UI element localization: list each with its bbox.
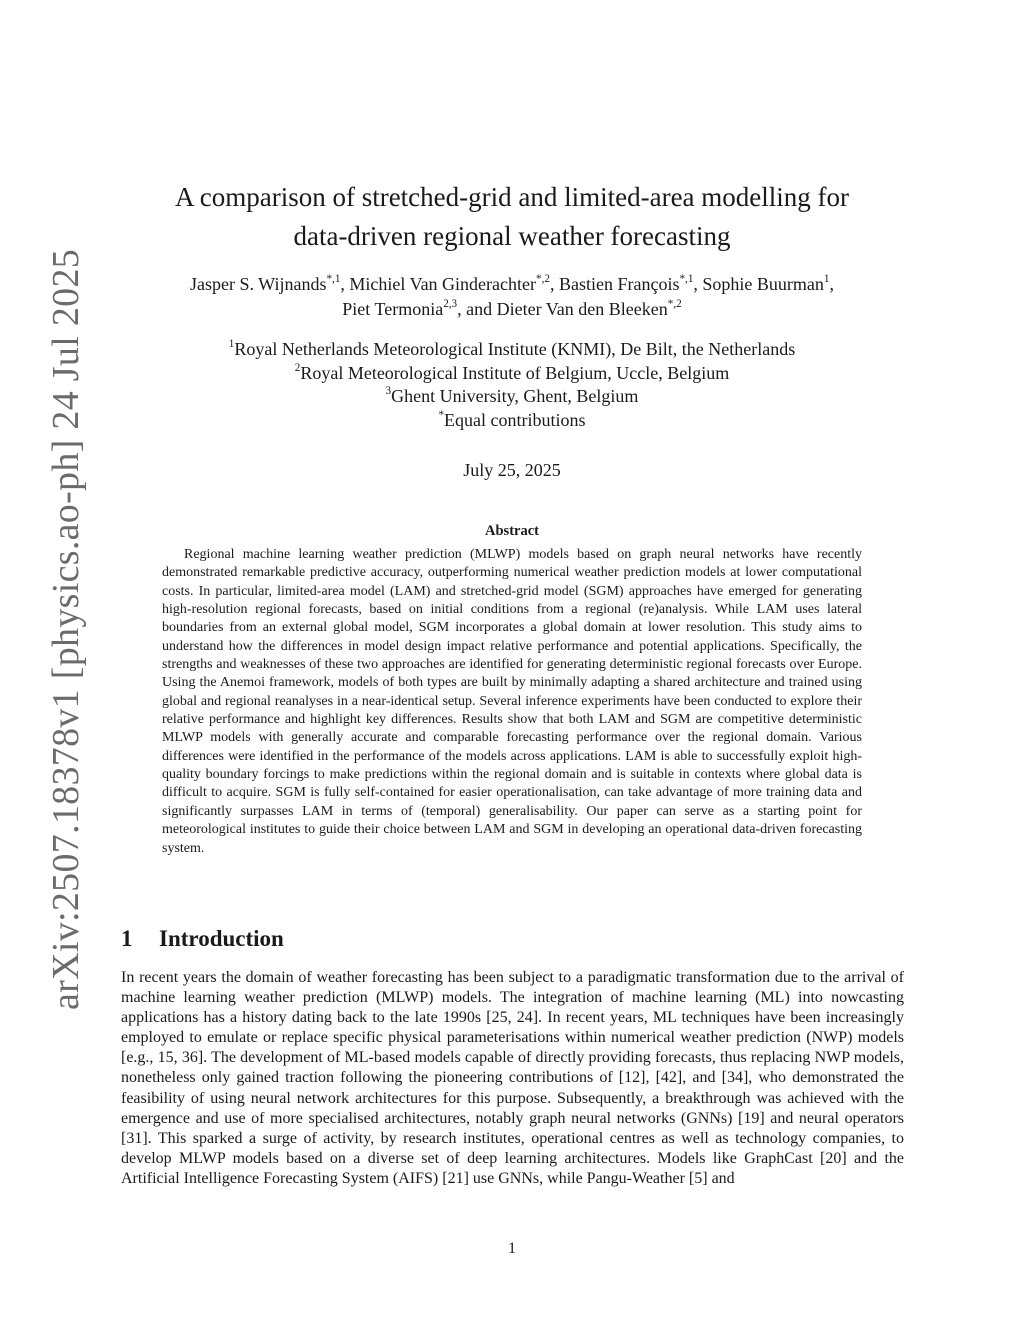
author-affiliation-mark: *,2 <box>536 273 550 286</box>
affiliation-text: Royal Meteorological Institute of Belgium, Uccle, Belgium <box>300 362 730 383</box>
paper-title <box>100 178 924 256</box>
page-number: 1 <box>508 1240 516 1257</box>
title-line-2: data-driven regional weather forecasting <box>293 221 731 251</box>
author-separator: , <box>549 274 559 294</box>
author-name: Jasper S. Wijnands <box>190 274 327 294</box>
author-name: Sophie Buurman <box>702 274 824 294</box>
affiliation-mark: 2 <box>294 361 301 374</box>
author-line-1 <box>100 272 924 297</box>
author-separator: , <box>693 274 703 294</box>
affiliation-item <box>100 362 924 386</box>
arxiv-identifier: arXiv:2507.18378v1 [physics.ao-ph] 24 Jul 2025 <box>45 248 87 1010</box>
author-list <box>100 272 924 322</box>
author-affiliation-mark: 1 <box>823 273 830 286</box>
author-name: Piet Termonia <box>342 299 444 319</box>
affiliation-text: Royal Netherlands Meteorological Institute (KNMI), De Bilt, the Netherlands <box>234 339 796 359</box>
author-separator: , <box>829 274 834 294</box>
affiliation-item <box>100 409 924 433</box>
author-name: Dieter Van den Bleeken <box>496 299 668 319</box>
affiliation-list <box>100 338 924 432</box>
affiliation-text: Equal contributions <box>444 409 586 430</box>
introduction-paragraph: In recent years the domain of weather forecasting has been subject to a paradigmatic transformation due to the arrival of machine learning weather prediction (MLWP) models. The integration of machine learning (ML) into nowcasting applications has a history dating back to the late 1990s [25, 24]. In recent years, ML techniques have been increasingly employed to emulate or replace specific physical parameterisations within numerical weather prediction (NWP) models [e.g., 15, 36]. The development of ML-based models capable of directly providing forecasts, thus replacing NWP models, nonetheless only gained traction following the pioneering contributions of [12], [42], and [34], who demonstrated the feasibility of using neural network architectures for this purpose. Subsequently, a breakthrough was achieved with the emergence and use of more specialised architectures, notably graph neural networks (GNNs) [19] and neural operators [31]. This sparked a surge of activity, by research institutes, operational centres as well as technology companies, to develop MLWP models based on a diverse set of deep learning architectures. Models like GraphCast [20] and the Artificial Intelligence Forecasting System (AIFS) [21] use GNNs, while Pangu-Weather [5] and <box>121 969 904 1187</box>
affiliation-mark: 1 <box>228 338 235 351</box>
publication-date: July 25, 2025 <box>463 460 561 480</box>
section-heading <box>121 926 284 952</box>
author-affiliation-mark: *,1 <box>326 273 341 286</box>
abstract-heading: Abstract <box>485 523 539 539</box>
author-name: Michiel Van Ginderachter <box>349 274 537 294</box>
section-title: Introduction <box>159 926 284 951</box>
abstract-body: Regional machine learning weather prediction (MLWP) models based on graph neural networks have recently demonstrated remarkable predictive accuracy, outperforming numerical weather prediction models at lower computational costs. In particular, limited-area model (LAM) and stretched-grid model (SGM) approaches have emerged for generating high-resolution regional forecasts, based on initial conditions from a regional (re)analysis. While LAM uses lateral boundaries from an external global model, SGM incorporates a global domain at lower resolution. This study aims to understand how the differences in model design impact relative performance and potential applications. Specifically, the strengths and weaknesses of these two approaches are identified for generating deterministic regional forecasts over Europe. Using the Anemoi framework, models of both types are built by minimally adapting a shared architecture and trained using global and regional reanalyses in a near-identical setup. Several inference experiments have been conducted to explore their relative performance and highlight key differences. Results show that both LAM and SGM are competitive deterministic MLWP models with generally accurate and comparable forecasting performance over the regional domain. Various differences were identified in the performance of the models across applications. LAM is able to successfully exploit high-quality boundary forcings to make predictions within the regional domain and is suitable in contexts where global data is difficult to acquire. SGM is fully self-contained for easier operationalisation, can take advantage of more training data and significantly surpasses LAM in terms of (temporal) generalisability. Our paper can serve as a starting point for meteorological institutes to guide their choice between LAM and SGM in developing an operational data-driven forecasting system. <box>162 547 862 856</box>
affiliation-text: Ghent University, Ghent, Belgium <box>391 386 639 406</box>
affiliation-mark: * <box>438 408 445 421</box>
affiliation-item <box>100 338 924 362</box>
author-separator: , <box>340 274 350 294</box>
title-line-1: A comparison of stretched-grid and limited-area modelling for <box>174 182 850 212</box>
author-affiliation-mark: *,2 <box>667 298 682 311</box>
affiliation-mark: 3 <box>385 385 392 398</box>
section-number: 1 <box>121 926 133 951</box>
author-name: Bastien François <box>558 274 680 294</box>
affiliation-item <box>100 385 924 409</box>
author-line-2 <box>100 297 924 322</box>
author-affiliation-mark: *,1 <box>679 273 694 286</box>
author-separator: , and <box>457 299 497 319</box>
author-affiliation-mark: 2,3 <box>443 298 458 311</box>
